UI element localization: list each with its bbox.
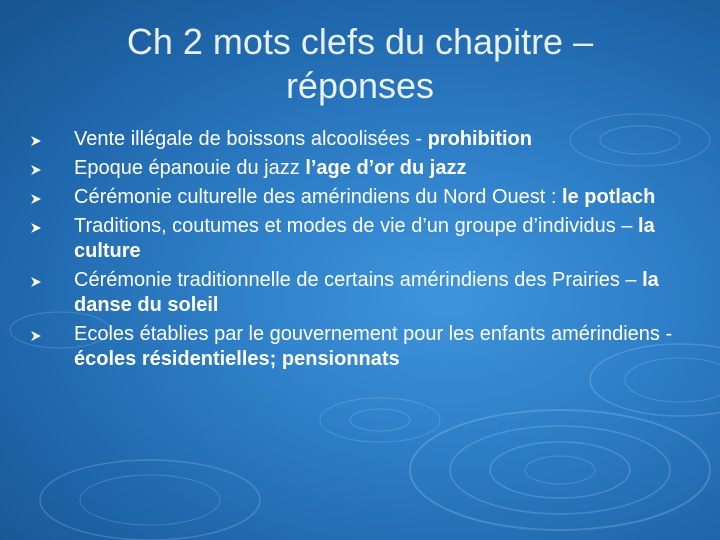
bullet-text: Vente illégale de boissons alcoolisées - (74, 128, 428, 150)
bullet-answer: prohibition (427, 128, 532, 150)
arrowhead-bullet-icon (30, 193, 42, 205)
slide-title-line-1: Ch 2 mots clefs du chapitre – (126, 21, 594, 62)
bullet-text: Cérémonie traditionnelle de certains amérindiens des Prairies – (74, 269, 643, 291)
bullet-answer: la culture (74, 215, 655, 262)
bullet-list (74, 127, 694, 376)
slide-title-line-2: réponses (285, 65, 435, 106)
bullet-answer: écoles résidentielles; pensionnats (74, 348, 400, 370)
bullet-answer: le potlach (562, 186, 656, 208)
arrowhead-bullet-icon (30, 164, 42, 176)
bullet-text: Ecoles établies par le gouvernement pour les enfants amérindiens - (74, 323, 673, 345)
arrowhead-bullet-icon (30, 276, 42, 288)
arrowhead-bullet-icon (30, 135, 42, 147)
bullet-answer: l’age d’or du jazz (305, 157, 467, 179)
bullet-item (74, 185, 694, 210)
arrowhead-bullet-icon (30, 330, 42, 342)
bullet-item (74, 127, 694, 152)
bullet-text: Epoque épanouie du jazz (74, 157, 306, 179)
slide-title (60, 20, 660, 108)
bullet-item (74, 156, 694, 181)
bullet-item (74, 322, 694, 372)
bullet-text: Cérémonie culturelle des amérindiens du Nord Ouest : (74, 186, 563, 208)
bullet-text: Traditions, coutumes et modes de vie d’un groupe d’individus – (74, 215, 639, 237)
bullet-item (74, 214, 694, 264)
arrowhead-bullet-icon (30, 222, 42, 234)
bullet-answer: la danse du soleil (74, 269, 659, 316)
bullet-item (74, 268, 694, 318)
